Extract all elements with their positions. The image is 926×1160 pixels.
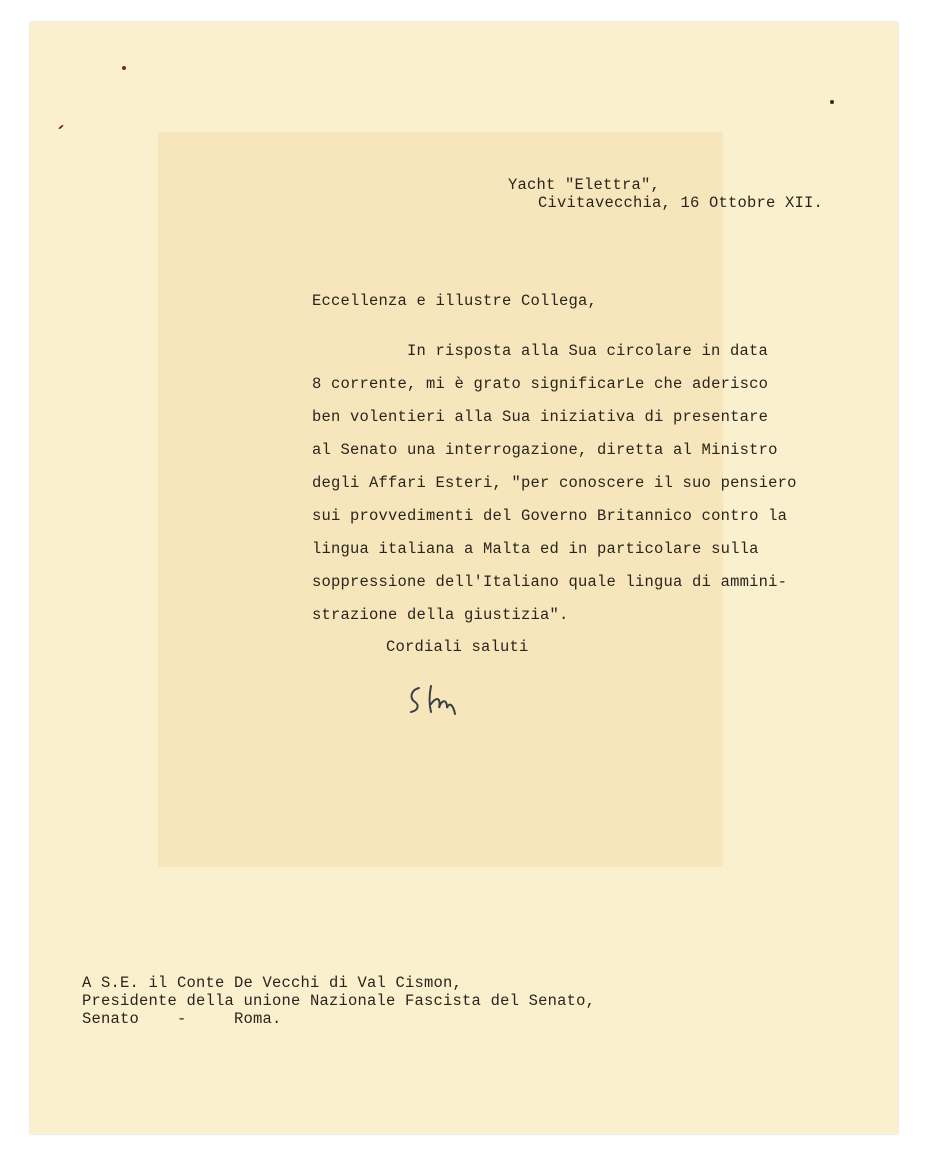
ink-speck bbox=[830, 100, 834, 104]
letter-body-line: ben volentieri alla Sua iniziativa di presentare bbox=[312, 408, 769, 426]
letter-body-line: sui provvedimenti del Governo Britannico contro la bbox=[312, 507, 788, 525]
letter-header-date: Civitavecchia, 16 Ottobre XII. bbox=[538, 194, 824, 212]
letter-page bbox=[30, 22, 898, 1134]
letter-body-line: strazione della giustizia". bbox=[312, 606, 569, 624]
letter-body-line: al Senato una interrogazione, diretta al Ministro bbox=[312, 441, 778, 459]
ink-speck bbox=[58, 124, 64, 129]
letter-body-line: soppressione dell'Italiano quale lingua di ammini- bbox=[312, 573, 788, 591]
letter-closing: Cordiali saluti bbox=[386, 638, 529, 656]
letter-body-line: lingua italiana a Malta ed in particolare sulla bbox=[312, 540, 759, 558]
letter-body-line: In risposta alla Sua circolare in data bbox=[407, 342, 769, 360]
addressee-line: Presidente della unione Nazionale Fascista del Senato, bbox=[82, 992, 596, 1010]
letter-salutation: Eccellenza e illustre Collega, bbox=[312, 292, 598, 310]
letter-body-line: degli Affari Esteri, "per conoscere il suo pensiero bbox=[312, 474, 797, 492]
handwritten-signature bbox=[405, 682, 475, 718]
addressee-line: Senato - Roma. bbox=[82, 1010, 282, 1028]
paper-stain bbox=[158, 132, 723, 867]
ink-speck bbox=[122, 66, 126, 70]
addressee-line: A S.E. il Conte De Vecchi di Val Cismon, bbox=[82, 974, 463, 992]
letter-body-line: 8 corrente, mi è grato significarLe che aderisco bbox=[312, 375, 769, 393]
letter-header-place: Yacht "Elettra", bbox=[508, 176, 661, 194]
